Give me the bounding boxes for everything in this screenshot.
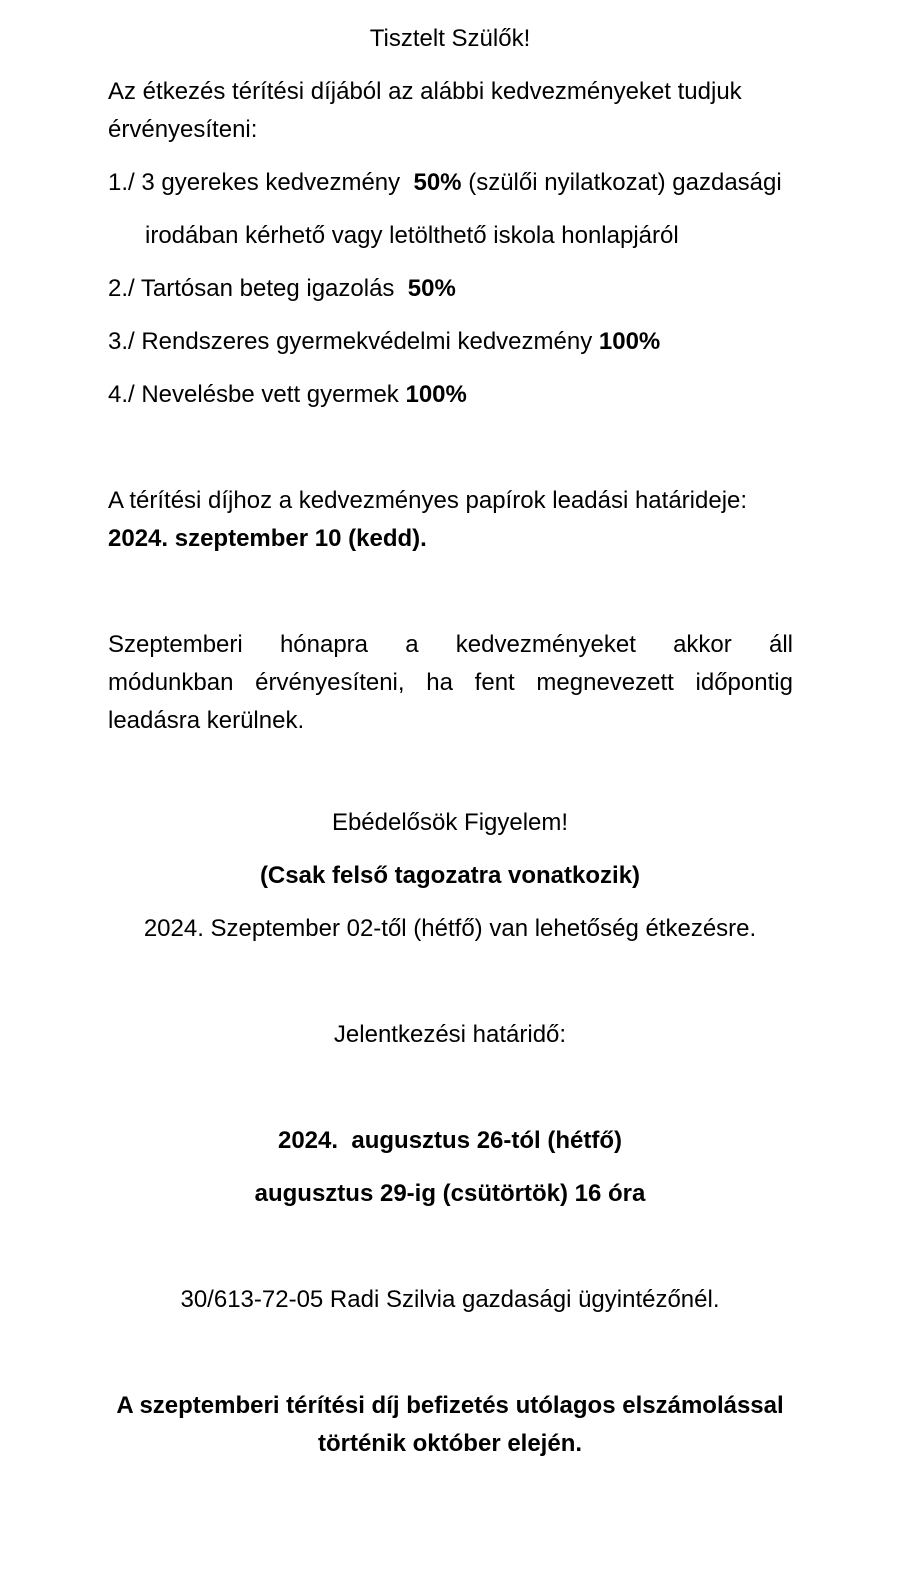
registration-from — [0, 1122, 900, 1160]
intro-text-line-1: Az étkezés térítési díjából az alábbi kedvezményeket tudjuk — [108, 78, 742, 105]
list-item-4-percent: 100% — [405, 381, 467, 408]
word: megnevezett — [536, 669, 674, 696]
contact-info: 30/613-72-05 Radi Szilvia gazdasági ügyintézőnél. — [180, 1286, 720, 1313]
list-item-2-text: 2./ Tartósan beteg igazolás — [108, 275, 408, 302]
list-item-2 — [108, 270, 456, 308]
word: módunkban — [108, 669, 234, 696]
word: leadásra kerülnek. — [108, 707, 305, 734]
word: a — [405, 631, 419, 658]
september-paragraph-line-3 — [108, 702, 793, 740]
word: áll — [768, 631, 793, 658]
greeting: Tisztelt Szülők! — [369, 25, 531, 52]
september-paragraph — [108, 626, 793, 740]
closing-line-1 — [0, 1387, 900, 1425]
word: érvényesíteni, — [255, 669, 405, 696]
closing-line-1-text: A szeptemberi térítési díj befizetés utólagos elszámolással — [116, 1392, 784, 1419]
registration-to-text: augusztus 29-ig (csütörtök) 16 óra — [254, 1180, 646, 1207]
word: hónapra — [279, 631, 369, 658]
september-paragraph-line-1 — [108, 626, 793, 664]
list-item-3-percent: 100% — [598, 328, 661, 355]
deadline-date — [108, 520, 427, 558]
list-item-4-text: 4./ Nevelésbe vett gyermek — [108, 381, 406, 408]
word: időpontig — [695, 669, 793, 696]
registration-from-text: 2024. augusztus 26-tól (hétfő) — [277, 1127, 623, 1154]
deadline-label: A térítési díjhoz a kedvezményes papírok leadási határideje: — [108, 487, 748, 514]
word: kedvezményeket — [455, 631, 636, 658]
lunch-subheading — [0, 857, 900, 895]
list-item-1-continuation: irodában kérhető vagy letölthető iskola honlapjáról — [145, 222, 679, 249]
registration-to — [0, 1175, 900, 1213]
september-paragraph-line-2 — [108, 664, 793, 702]
list-item-3 — [108, 323, 660, 361]
intro-text-line-2: érvényesíteni: — [108, 116, 258, 143]
list-item-1 — [108, 164, 782, 202]
word: fent — [474, 669, 515, 696]
closing-line-2 — [0, 1425, 900, 1463]
closing-line-2-text: történik október elején. — [317, 1430, 583, 1457]
list-item-1-suffix: (szülői nyilatkozat) gazdasági — [461, 169, 782, 196]
list-item-2-percent: 50% — [407, 275, 456, 302]
list-item-3-text: 3./ Rendszeres gyermekvédelmi kedvezmény — [108, 328, 599, 355]
lunch-subheading-text: (Csak felső tagozatra vonatkozik) — [259, 862, 641, 889]
list-item-1-text: 1./ 3 gyerekes kedvezmény — [108, 169, 414, 196]
lunch-start-info: 2024. Szeptember 02-től (hétfő) van lehetőség étkezésre. — [143, 915, 757, 942]
list-item-1-percent: 50% — [413, 169, 462, 196]
lunch-heading: Ebédelősök Figyelem! — [331, 809, 569, 836]
word: akkor — [673, 631, 732, 658]
list-item-4 — [108, 376, 467, 414]
word: ha — [426, 669, 453, 696]
registration-label: Jelentkezési határidő: — [333, 1021, 567, 1048]
deadline-date-text: 2024. szeptember 10 (kedd). — [108, 525, 427, 552]
word: Szeptemberi — [108, 631, 243, 658]
